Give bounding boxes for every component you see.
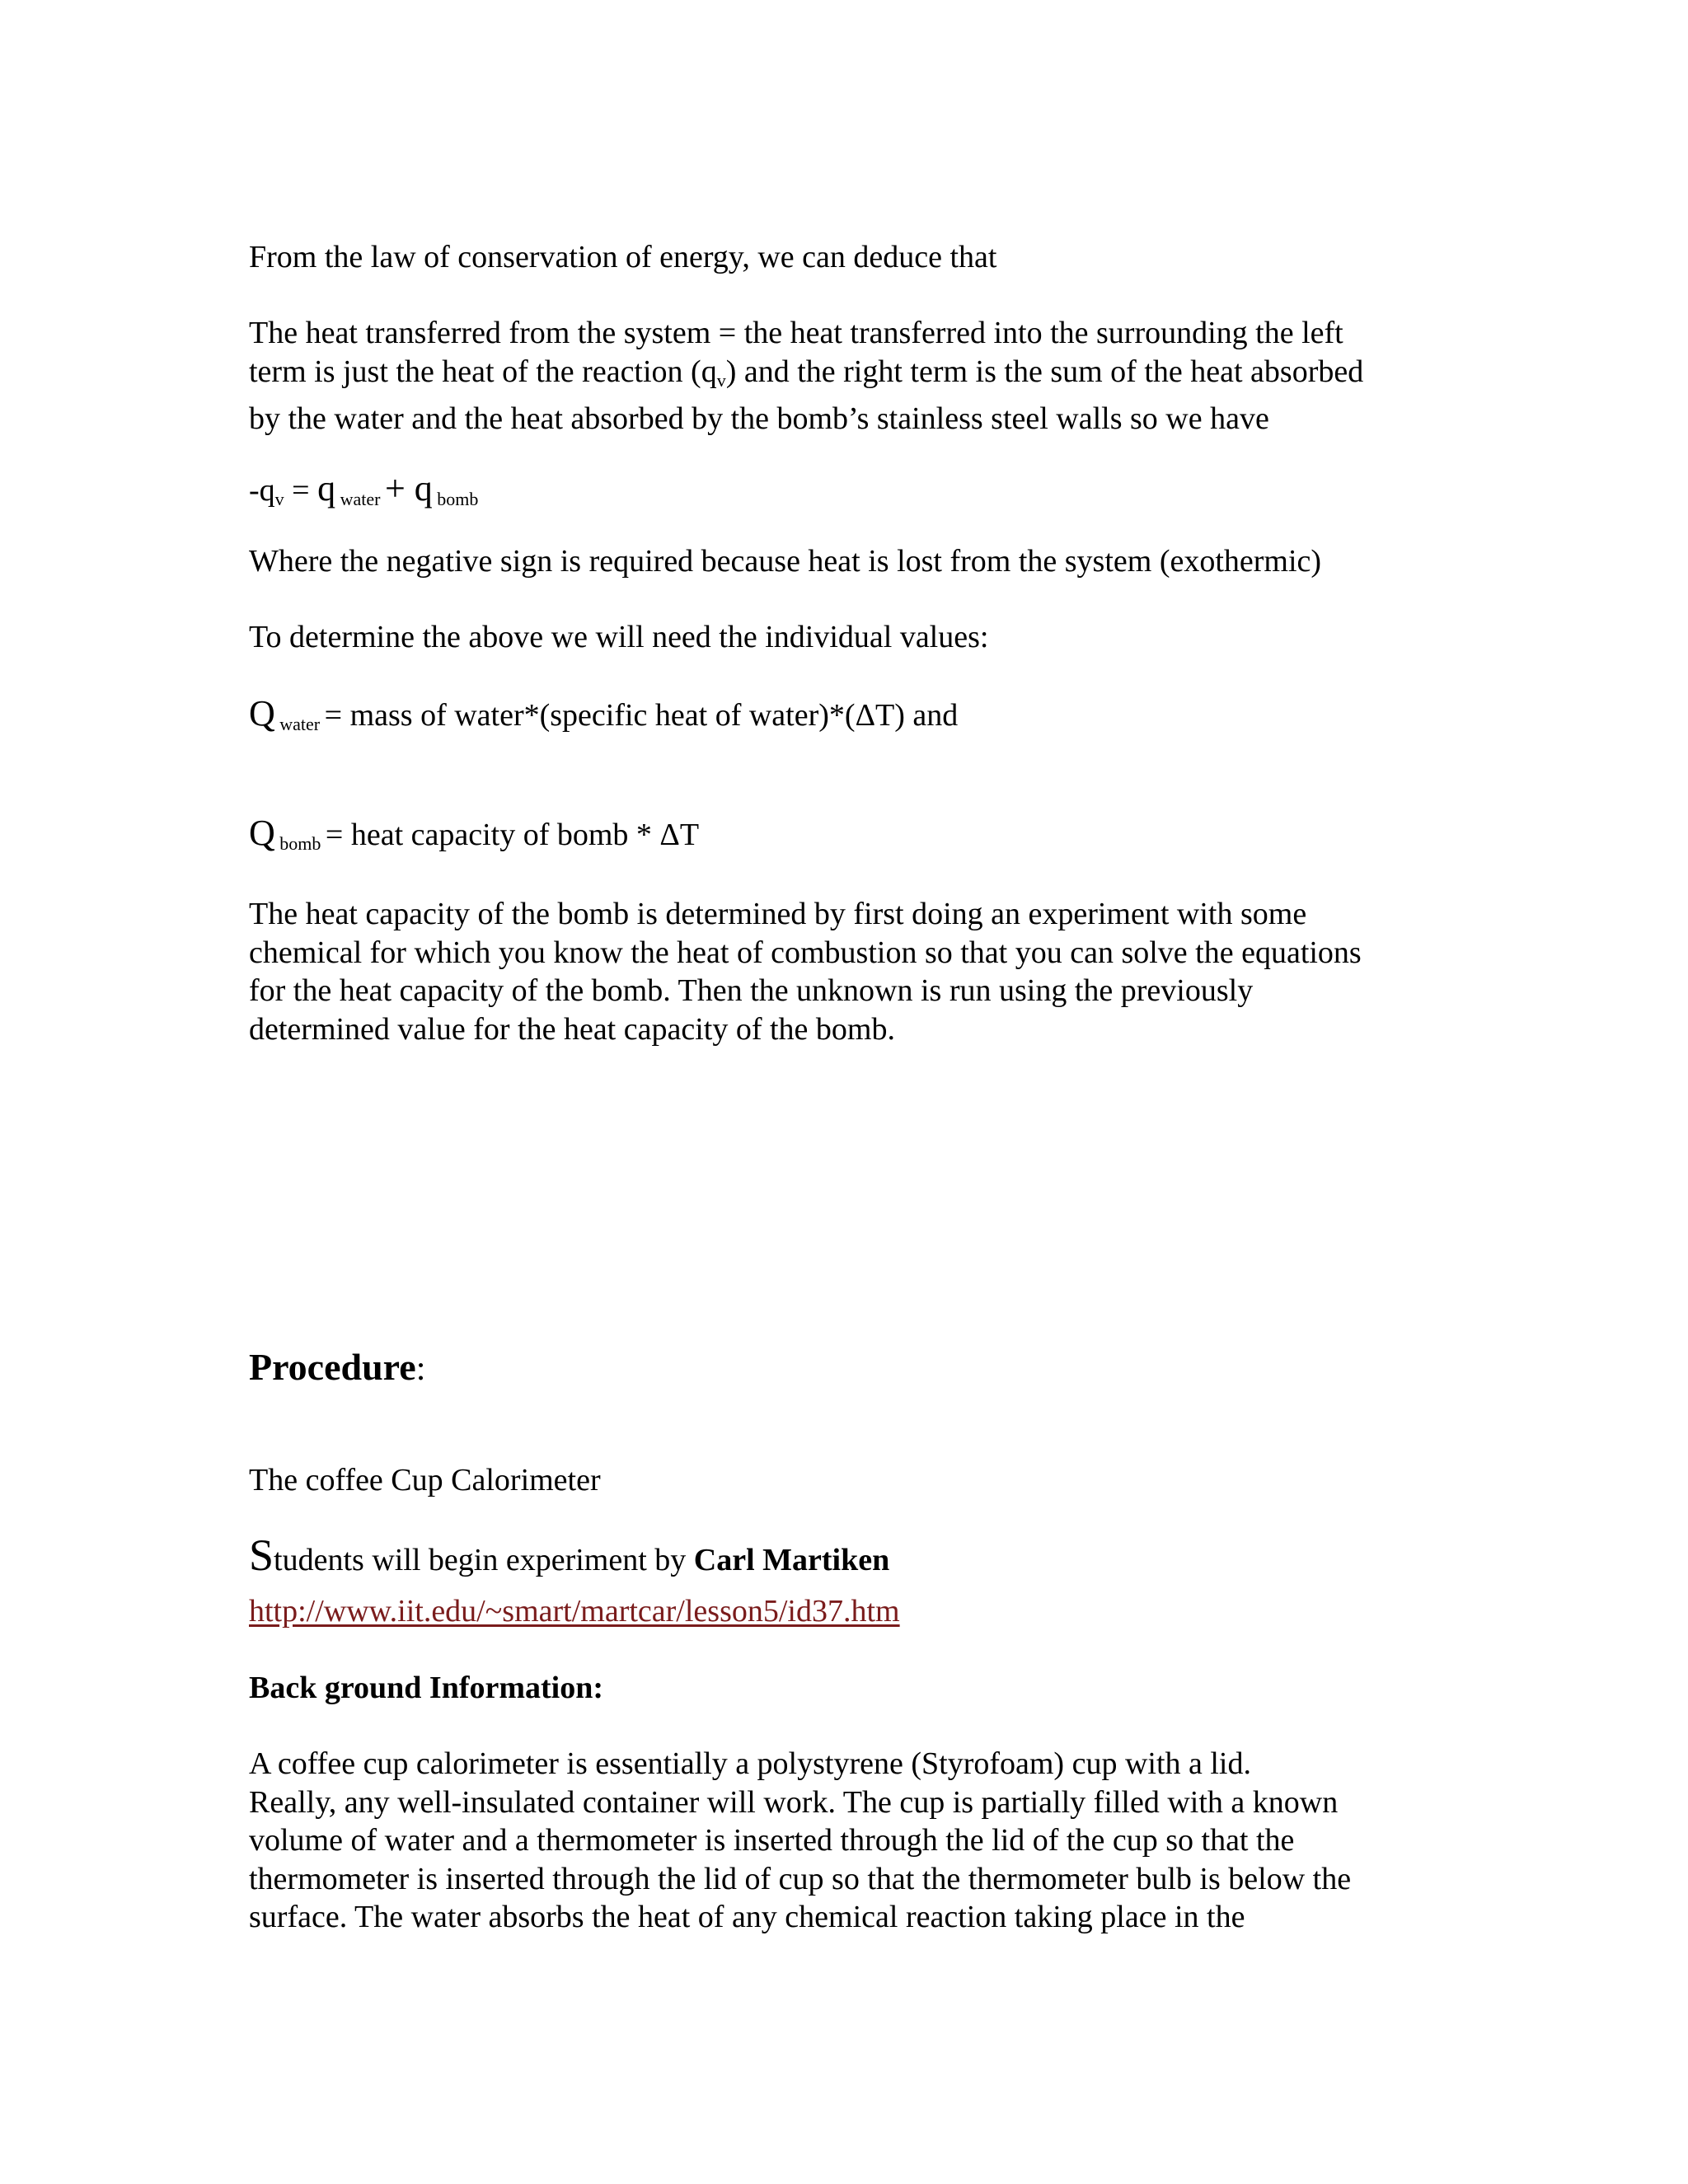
heat-capacity-line-2: chemical for which you know the heat of combustion so that you can solve the equations <box>249 935 1362 970</box>
negative-sign-paragraph: Where the negative sign is required because heat is lost from the system (exothermic) <box>249 544 1322 579</box>
heat-capacity-paragraph <box>249 895 1362 1048</box>
determine-paragraph: To determine the above we will need the individual values: <box>249 620 989 654</box>
intro-paragraph: From the law of conservation of energy, we can deduce that <box>249 240 997 274</box>
procedure-heading: Procedure: <box>249 1346 426 1388</box>
heat-transfer-line-1: The heat transferred from the system = the heat transferred into the surrounding the left <box>249 316 1343 350</box>
background-paragraph <box>249 1745 1351 1937</box>
coffee-cup-title: The coffee Cup Calorimeter <box>249 1463 601 1497</box>
background-line-3: volume of water and a thermometer is inserted through the lid of the cup so that the <box>249 1823 1295 1858</box>
q-water-equation: Q $_{water}$ = mass of water*(specific heat of water)*(ΔT) and <box>249 693 959 734</box>
background-line-2: Really, any well-insulated container will work. The cup is partially filled with a known <box>249 1784 1339 1820</box>
heat-capacity-line-3: for the heat capacity of the bomb. Then the unknown is run using the previously <box>249 973 1254 1008</box>
heat-capacity-line-4: determined value for the heat capacity of the bomb. <box>249 1011 895 1047</box>
background-line-1: A coffee cup calorimeter is essentially a polystyrene (Styrofoam) cup with a lid. <box>249 1746 1251 1781</box>
students-line: Students will begin experiment by Carl Martiken <box>249 1530 890 1580</box>
heat-transfer-line-2: term is just the heat of the reaction (qv) and the right term is the sum of the heat absorbed <box>249 354 1364 391</box>
lesson-link[interactable]: http://www.iit.edu/~smart/martcar/lesson5/id37.htm <box>249 1594 900 1629</box>
heat-transfer-line-3: by the water and the heat absorbed by the bomb’s stainless steel walls so we have <box>249 401 1269 436</box>
q-bomb-equation: Q $_{bomb}$ = heat capacity of bomb * ΔT <box>249 813 700 854</box>
author-name: Carl Martiken <box>693 1543 890 1577</box>
background-heading: Back ground Information: <box>249 1671 604 1705</box>
energy-equation: -qv = q $_{water}$ + q $_{bomb}$ <box>249 468 479 509</box>
background-line-4: thermometer is inserted through the lid of cup so that the thermometer bulb is below the <box>249 1861 1352 1896</box>
background-line-5: surface. The water absorbs the heat of any chemical reaction taking place in the <box>249 1900 1245 1934</box>
heat-capacity-line-1: The heat capacity of the bomb is determined by first doing an experiment with some <box>249 897 1307 931</box>
heat-transfer-paragraph <box>249 314 1363 438</box>
